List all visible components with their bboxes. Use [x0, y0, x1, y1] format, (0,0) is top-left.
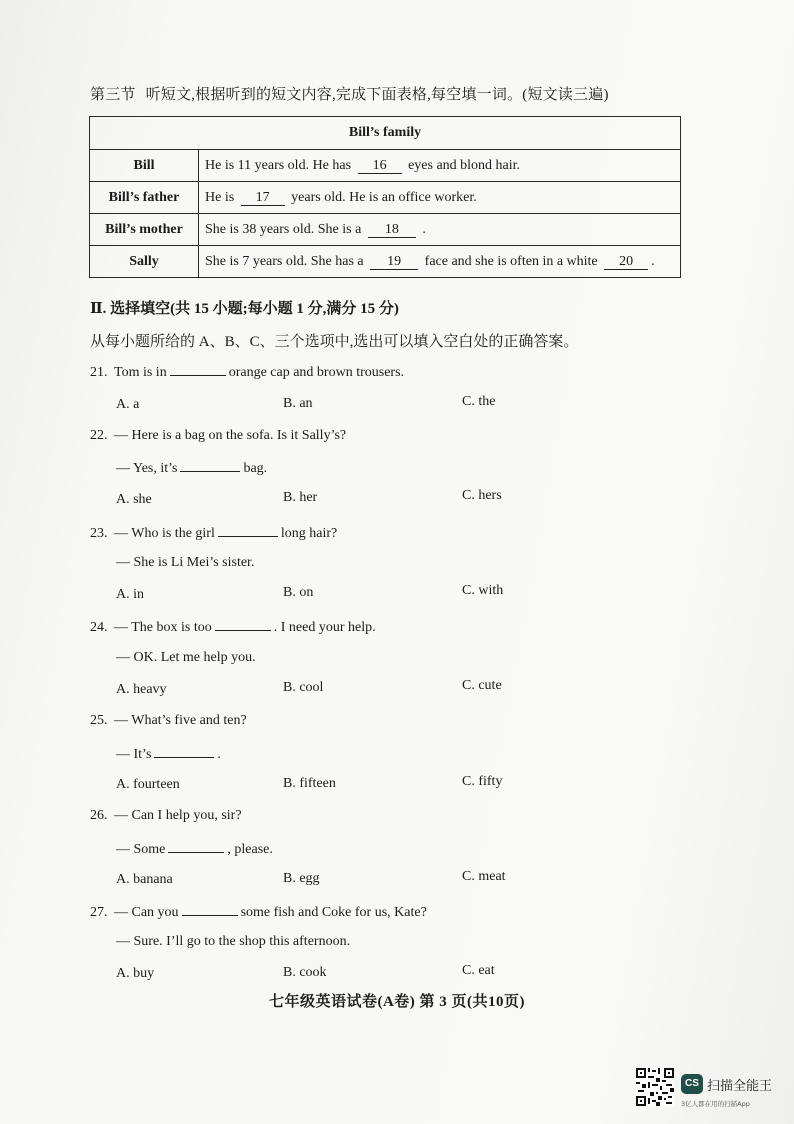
row-name: Sally	[90, 246, 199, 278]
section-label: 第三节	[90, 87, 136, 103]
row-description	[199, 150, 681, 182]
question-26-response	[116, 840, 273, 858]
desc-text: .	[422, 221, 426, 237]
option-a[interactable]: A. banana	[116, 872, 173, 887]
option-a[interactable]: A. a	[116, 397, 140, 412]
question-23	[90, 524, 337, 542]
answer-blank[interactable]: 16	[358, 158, 402, 174]
answer-blank[interactable]	[168, 840, 224, 853]
row-name: Bill’s father	[90, 182, 199, 214]
response-text: .	[217, 747, 221, 762]
answer-blank[interactable]: 17	[241, 190, 285, 206]
option-b[interactable]: B. cook	[283, 965, 327, 980]
question-24	[90, 618, 376, 636]
desc-text: eyes and blond hair.	[408, 157, 521, 173]
response-text: — It’s	[116, 747, 152, 762]
answer-blank[interactable]: 19	[370, 254, 418, 270]
part-instruction: 从每小题所给的 A、B、C、三个选项中,选出可以填入空白处的正确答案。	[90, 334, 579, 350]
desc-text: years old. He is an office worker.	[291, 189, 477, 205]
option-a[interactable]: A. in	[116, 587, 144, 602]
option-b[interactable]: B. on	[283, 585, 314, 600]
question-text: some fish and Coke for us, Kate?	[240, 905, 427, 920]
table-row	[90, 182, 681, 214]
question-text: long hair?	[280, 526, 338, 541]
option-c[interactable]: C. eat	[462, 963, 495, 978]
option-c[interactable]: C. the	[462, 394, 496, 409]
response-text: , please.	[227, 842, 273, 857]
question-25-response	[116, 745, 221, 763]
scanner-app-name: 扫描全能王	[707, 1079, 773, 1094]
desc-text: face and she is often in a white	[424, 253, 598, 269]
question-number: 26.	[90, 808, 108, 823]
question-22	[90, 428, 346, 444]
row-description	[199, 182, 681, 214]
section-instruction: 听短文,根据听到的短文内容,完成下面表格,每空填一词。(短文读三遍)	[145, 87, 609, 103]
table-row	[90, 246, 681, 278]
question-text: — Who is the girl	[114, 526, 215, 541]
row-description	[199, 214, 681, 246]
response-text: — Yes, it’s	[116, 461, 178, 476]
row-name: Bill	[90, 150, 199, 182]
question-text: — Can you	[114, 905, 179, 920]
page-footer: 七年级英语试卷(A卷) 第 3 页(共10页)	[268, 994, 526, 1010]
camscanner-logo-icon: CS	[681, 1074, 703, 1094]
desc-text: He is	[205, 189, 235, 205]
option-c[interactable]: C. meat	[462, 869, 506, 884]
question-27-response: — Sure. I’ll go to the shop this afternoon.	[116, 934, 351, 949]
answer-blank[interactable]: 18	[368, 222, 416, 238]
option-b[interactable]: B. an	[283, 396, 313, 411]
row-description	[199, 246, 681, 278]
option-c[interactable]: C. cute	[462, 678, 502, 693]
question-text: — The box is too	[114, 620, 212, 635]
desc-text: .	[651, 253, 655, 269]
table-title: Bill’s family	[90, 117, 681, 150]
question-text: — Here is a bag on the sofa. Is it Sally’s?	[114, 428, 347, 443]
part-title: Ⅱ. 选择填空(共 15 小题;每小题 1 分,满分 15 分)	[90, 301, 399, 317]
option-b[interactable]: B. cool	[283, 680, 324, 695]
option-c[interactable]: C. with	[462, 583, 504, 598]
option-b[interactable]: B. egg	[283, 871, 320, 886]
question-23-response: — She is Li Mei’s sister.	[116, 555, 255, 570]
answer-blank[interactable]	[170, 363, 226, 376]
question-text: . I need your help.	[273, 620, 376, 635]
question-24-response: — OK. Let me help you.	[116, 650, 256, 665]
question-text: — What’s five and ten?	[114, 713, 247, 728]
question-number: 21.	[90, 365, 108, 380]
answer-blank[interactable]	[215, 618, 271, 631]
question-21	[90, 363, 404, 381]
scanner-tagline: 3亿人都在用的扫描App	[681, 1100, 750, 1108]
answer-blank[interactable]	[218, 524, 278, 537]
table-row	[90, 150, 681, 182]
option-a[interactable]: A. buy	[116, 966, 155, 981]
desc-text: She is 7 years old. She has a	[205, 253, 364, 269]
question-number: 22.	[90, 428, 108, 443]
response-text: — Some	[116, 842, 166, 857]
question-22-response	[116, 459, 267, 477]
option-c[interactable]: C. fifty	[462, 774, 503, 789]
section-heading	[90, 83, 609, 104]
option-b[interactable]: B. fifteen	[283, 776, 336, 791]
question-25	[90, 713, 247, 729]
answer-blank[interactable]	[182, 903, 238, 916]
desc-text: She is 38 years old. She is a	[205, 221, 362, 237]
option-a[interactable]: A. fourteen	[116, 777, 180, 792]
answer-blank[interactable]: 20	[604, 254, 648, 270]
option-a[interactable]: A. heavy	[116, 682, 167, 697]
question-text: — Can I help you, sir?	[114, 808, 242, 823]
option-c[interactable]: C. hers	[462, 488, 502, 503]
question-number: 24.	[90, 620, 108, 635]
question-number: 27.	[90, 905, 108, 920]
option-b[interactable]: B. her	[283, 490, 318, 505]
question-26	[90, 808, 242, 824]
question-number: 25.	[90, 713, 108, 728]
answer-blank[interactable]	[180, 459, 240, 472]
table-row	[90, 214, 681, 246]
row-name: Bill’s mother	[90, 214, 199, 246]
qr-code-icon	[636, 1068, 674, 1106]
option-a[interactable]: A. she	[116, 492, 152, 507]
question-27	[90, 903, 427, 921]
question-number: 23.	[90, 526, 108, 541]
answer-blank[interactable]	[154, 745, 214, 758]
family-table	[89, 116, 681, 278]
desc-text: He is 11 years old. He has	[205, 157, 352, 173]
question-text: orange cap and brown trousers.	[228, 365, 405, 380]
question-text: Tom is in	[114, 365, 167, 380]
response-text: bag.	[243, 461, 268, 476]
